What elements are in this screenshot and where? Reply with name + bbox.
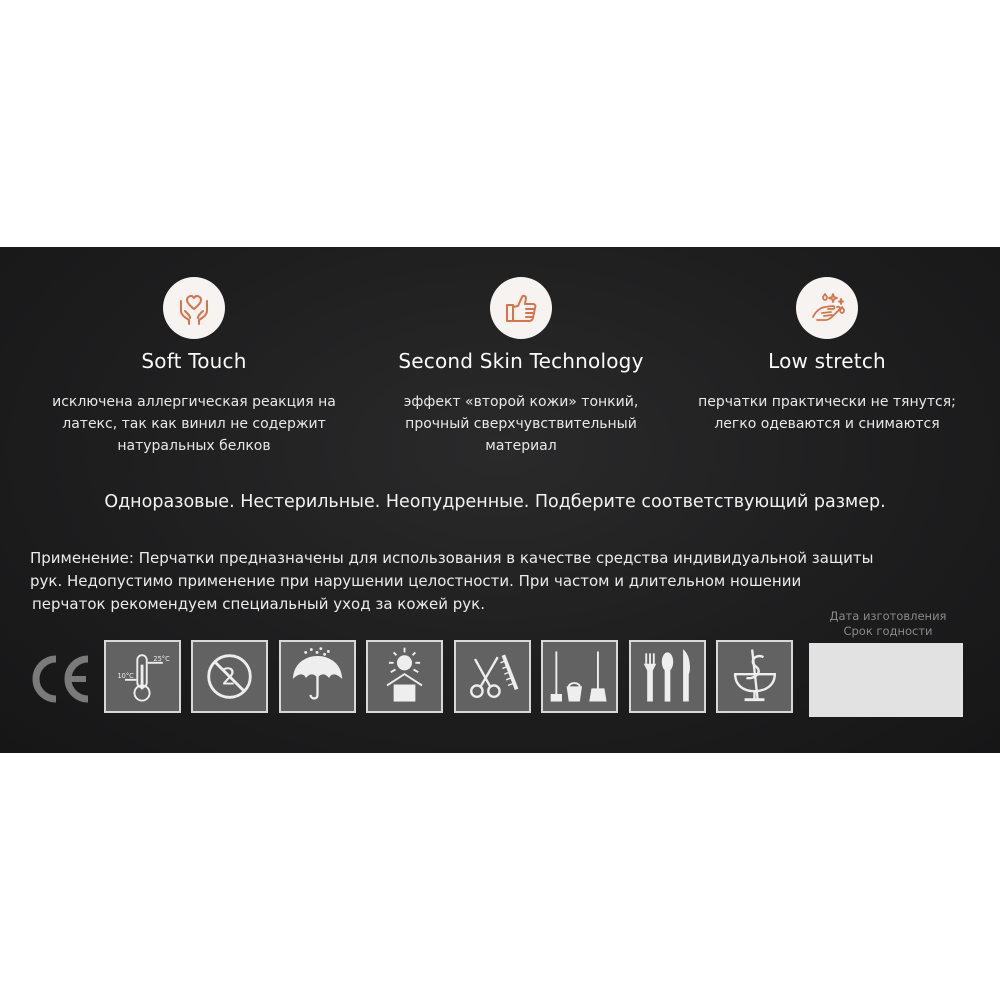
feature-soft-touch	[44, 277, 344, 457]
ce-mark	[28, 651, 94, 707]
temperature-limit-pictogram	[104, 640, 181, 713]
feature-badge	[163, 277, 225, 339]
feature-description	[44, 391, 344, 457]
thumbs-up-icon	[500, 287, 542, 329]
keep-away-from-sunlight-pictogram	[366, 640, 443, 713]
manufacture-date-label: Дата изготовления	[829, 609, 947, 623]
description-line: латекс, так как винил не содержит	[62, 416, 326, 432]
description-line: прочный сверхчувствительный	[405, 416, 637, 432]
feature-title: Soft Touch	[141, 349, 247, 373]
feature-description	[371, 391, 671, 457]
temperature-limit-icon	[106, 642, 179, 711]
ce-mark-icon	[28, 651, 94, 707]
medical-pictogram	[716, 640, 793, 713]
feature-description	[677, 391, 977, 435]
keep-dry-pictogram	[279, 640, 356, 713]
cleaning-pictogram	[541, 640, 618, 713]
description-line: исключена аллергическая реакция на	[52, 394, 336, 410]
food-contact-pictogram	[629, 640, 706, 713]
dates-label	[818, 609, 958, 639]
temperature-low-label: 10°C	[117, 671, 134, 680]
feature-title: Low stretch	[768, 349, 886, 373]
food-contact-icon	[631, 642, 704, 711]
feature-title: Second Skin Technology	[398, 349, 644, 373]
description-line: эффект «второй кожи» тонкий,	[403, 394, 639, 410]
description-line: легко одеваются и снимаются	[714, 416, 940, 432]
do-not-reuse-icon	[193, 642, 266, 711]
date-stamp-box	[809, 643, 963, 717]
svg-text:2: 2	[221, 664, 236, 691]
cleaning-icon	[543, 642, 616, 711]
hairdressing-pictogram	[454, 640, 531, 713]
hands-heart-icon	[173, 287, 215, 329]
description-line: материал	[485, 438, 557, 454]
keep-away-from-sunlight-icon	[368, 642, 441, 711]
expiry-date-label: Срок годности	[843, 624, 933, 638]
feature-second-skin	[371, 277, 671, 457]
feature-low-stretch	[677, 277, 977, 435]
usage-line: перчаток рекомендуем специальный уход за кожей рук.	[32, 595, 486, 613]
feature-badge	[796, 277, 858, 339]
packaging-panel	[0, 247, 1000, 753]
temperature-high-label: 25°C	[153, 654, 170, 663]
do-not-reuse-pictogram	[191, 640, 268, 713]
tagline: Одноразовые. Нестерильные. Неопудренные. Подберите соответствующий размер.	[104, 492, 886, 512]
hairdressing-icon	[456, 642, 529, 711]
medical-icon	[718, 642, 791, 711]
usage-line: рук. Недопустимо применение при нарушении целостности. При частом и длительном ношении	[30, 572, 802, 590]
description-line: перчатки практически не тянутся;	[698, 394, 956, 410]
usage-line: Применение: Перчатки предназначены для использования в качестве средства индивидуальной защиты	[30, 549, 874, 567]
washing-hands-icon	[806, 287, 848, 329]
keep-dry-icon	[281, 642, 354, 711]
feature-badge	[490, 277, 552, 339]
usage-text	[30, 547, 970, 616]
description-line: натуральных белков	[117, 438, 271, 454]
